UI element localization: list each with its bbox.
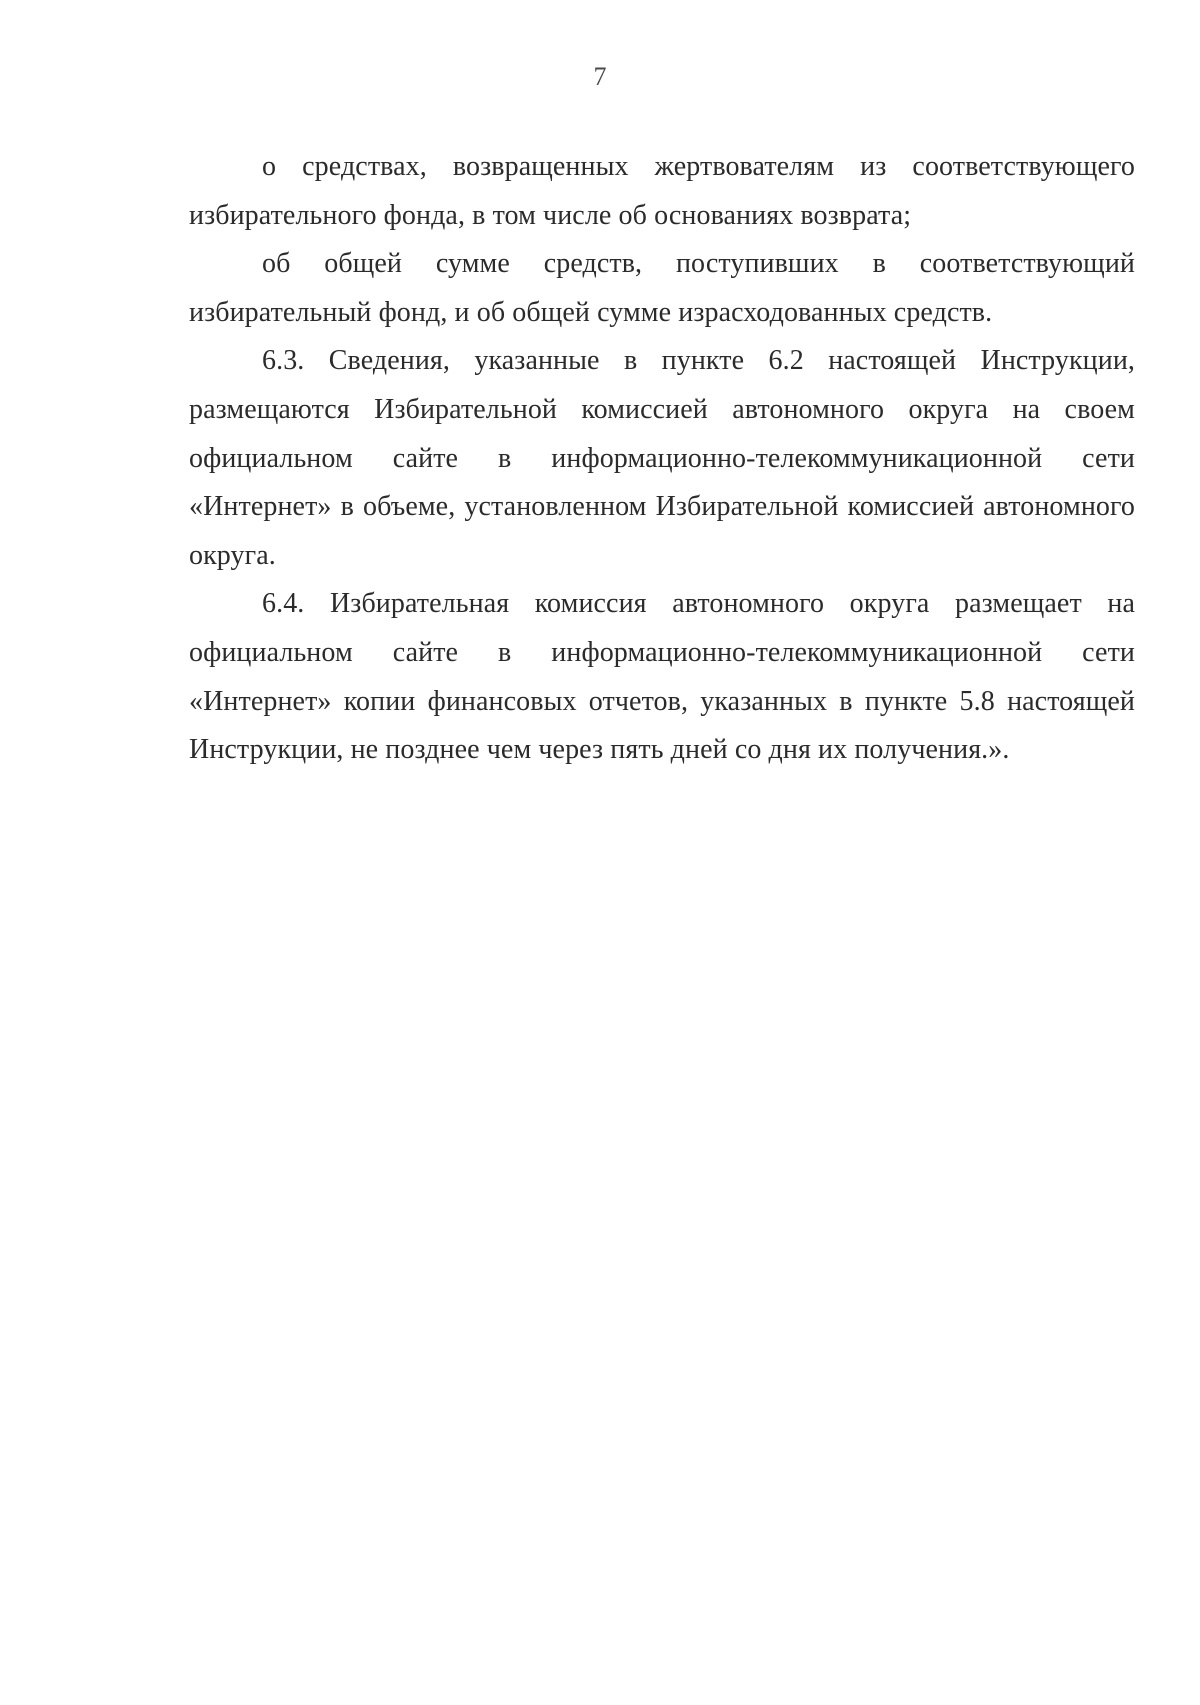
paragraph-returned-funds: о средствах, возвращенных жертвователям из соответствующего избирательного фонда, в том числе об основаниях возврата; xyxy=(189,151,1135,231)
document-body xyxy=(189,143,1135,775)
page-number: 7 xyxy=(593,62,607,91)
paragraph-6-3: 6.3. Сведения, указанные в пункте 6.2 настоящей Инструкции, размещаются Избирательной комиссией автономного округа на своем официальном сайте в информационно-телекоммуникационной сети «Интернет» в объеме, установленном Избирательной комиссией автономного округа. xyxy=(189,345,1135,571)
paragraph-6-4: 6.4. Избирательная комиссия автономного округа размещает на официальном сайте в информационно-телекоммуникационной сети «Интернет» копии финансовых отчетов, указанных в пункте 5.8 настоящей Инструкции, не позднее чем через пять дней со дня их получения.». xyxy=(189,588,1135,766)
paragraph-total-funds: об общей сумме средств, поступивших в соответствующий избирательный фонд, и об общей сумме израсходованных средств. xyxy=(189,248,1135,328)
